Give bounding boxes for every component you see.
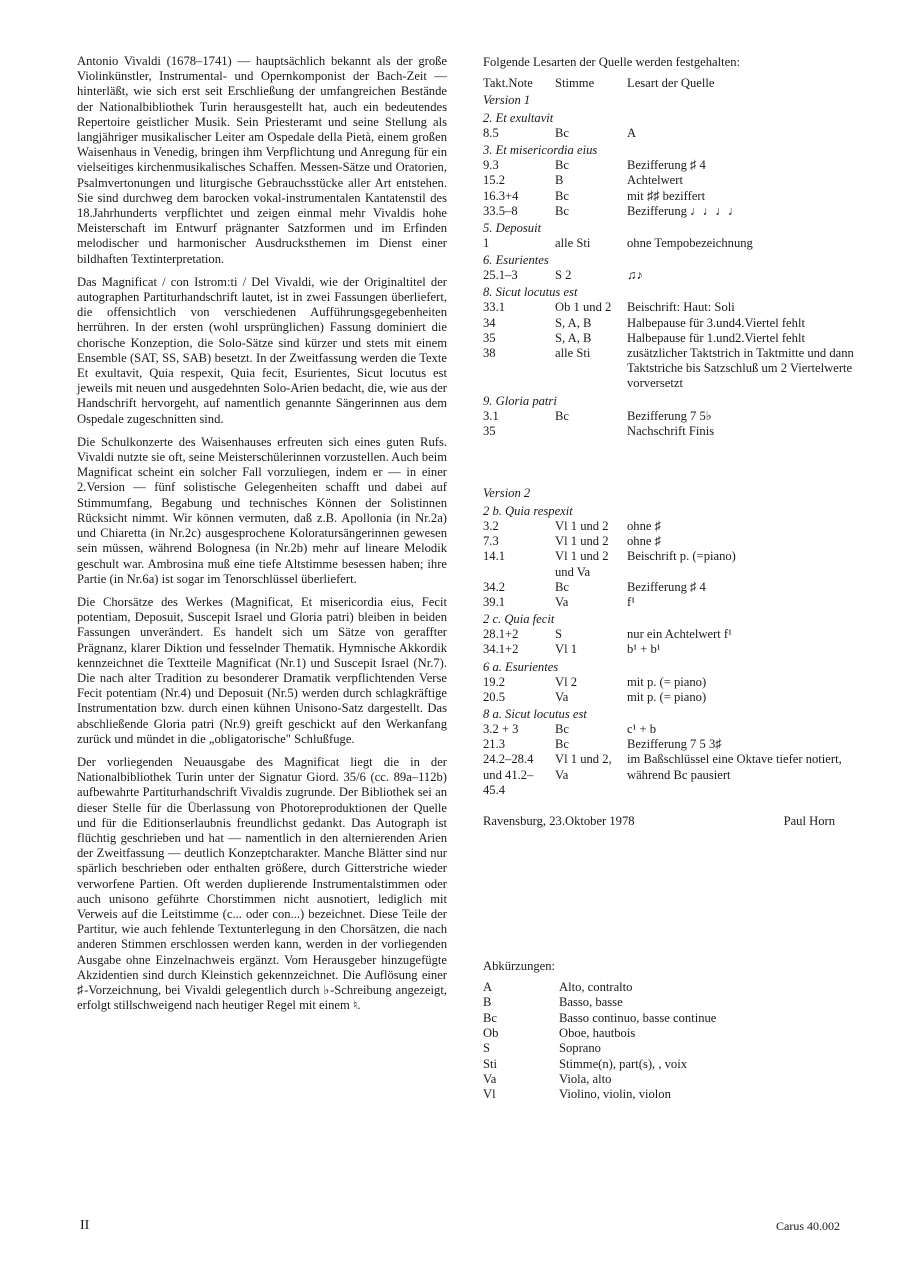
reading-text: Beischrift p. (=piano) — [627, 549, 736, 564]
reading-text: Bezifferung ♯ 4 — [627, 579, 706, 594]
abbreviation-meaning: Soprano — [559, 1041, 601, 1056]
section-title: 6. Esurientes — [483, 253, 549, 268]
reading-row — [483, 690, 858, 705]
reading-bar: 16.3+4 — [483, 188, 519, 203]
reading-text: mit ♯♯ beziffert — [627, 188, 706, 203]
reading-text: im Baßschlüssel eine Oktave tiefer notiert, während Bc pausiert — [627, 752, 842, 782]
abbreviation: Ob — [483, 1025, 499, 1040]
reading-row — [483, 549, 858, 579]
section-title: 8. Sicut locutus est — [483, 285, 578, 300]
reading-bar: 1 — [483, 236, 490, 251]
catalog-number: Carus 40.002 — [776, 1219, 840, 1233]
reading-bar: 33.5–8 — [483, 203, 518, 218]
abbreviation-row — [483, 1011, 858, 1026]
reading-bar: 33.1 — [483, 300, 506, 315]
reading-voice: Bc — [555, 722, 569, 737]
reading-voice: Bc — [555, 579, 569, 594]
section-title: 5. Deposuit — [483, 221, 542, 236]
version-2-list — [483, 504, 858, 798]
reading-text: zusätzlicher Taktstrich in Taktmitte und dann Taktstriche bis Satzschluß um 2 Viertelwerte vorversetzt — [627, 346, 854, 391]
reading-voice: Ob 1 und 2 — [555, 300, 612, 315]
section-title: 6 a. Esurientes — [483, 659, 559, 674]
reading-voice: Vl 1 und 2 und Va — [555, 549, 609, 579]
readings-heading: Folgende Lesarten der Quelle werden festgehalten: — [483, 55, 741, 69]
reading-text: Nachschrift Finis — [627, 423, 715, 438]
reading-bar: 35 — [483, 423, 496, 438]
abbreviation-meaning: Basso, basse — [559, 995, 623, 1010]
reading-text: mit p. (= piano) — [627, 674, 707, 689]
reading-row — [483, 189, 858, 204]
reading-row — [483, 300, 858, 315]
reading-bar: 3.2 — [483, 519, 499, 534]
reading-row — [483, 595, 858, 610]
reading-bar: 38 — [483, 346, 496, 361]
reading-text: ohne ♯ — [627, 534, 661, 549]
reading-bar: 7.3 — [483, 534, 499, 549]
paragraph-choruses: Die Chorsätze des Werkes (Magnificat, Et misericordia eius, Fecit potentiam, Deposuit, Suscepit Israel und Gloria patri) bleiben in beiden Fassungen unverändert. Es handelt sich um Sätze von gerafftеr Prägnanz, klarer Diktion und fesselnder Thematik. Hymnische Akkordik kennzeichnet die Textteile Magnificat (Nr.1) und Suscepit Israel (Nr.7). Die nach alter Tradition zu besonderer Dramatik verpflichtenden Verse Fecit potentiam (Nr.4) und Deposuit (Nr.5) werden durch schlagkräftige Instrumentation bzw. durch einen kühnen Unisono-Satz dargestellt. Das abschließende Gloria patri (Nr.9) greift geschickt auf den Werkanfang zurück und mündet in die „obligatorische" Schlußfuge. — [77, 594, 447, 746]
reading-bar: 24.2–28.4 und 41.2–45.4 — [483, 752, 534, 797]
reading-voice: Va — [555, 689, 569, 704]
section-title: 9. Gloria patri — [483, 393, 557, 408]
reading-bar: 39.1 — [483, 595, 506, 610]
reading-bar: 19.2 — [483, 674, 506, 689]
reading-text: Halbepause für 3.und4.Viertel fehlt — [627, 315, 805, 330]
reading-bar: 25.1–3 — [483, 268, 518, 283]
reading-voice: Vl 1 und 2, Va — [555, 752, 612, 782]
reading-text: ohne ♯ — [627, 519, 661, 534]
reading-row — [483, 331, 858, 346]
reading-row — [483, 204, 858, 219]
abbreviation-row — [483, 1057, 858, 1072]
reading-bar: 14.1 — [483, 549, 506, 564]
abbreviation: A — [483, 980, 493, 995]
reading-voice: alle Sti — [555, 236, 591, 251]
reading-text: Bezifferung ♯ 4 — [627, 158, 706, 173]
reading-row — [483, 236, 858, 251]
abbreviations-list — [483, 980, 858, 1102]
reading-text: Bezifferung 7 5♭ — [627, 408, 712, 423]
version-1-title: Version 1 — [483, 93, 531, 107]
reading-text: ohne Tempobezeichnung — [627, 236, 753, 251]
version-2-title: Version 2 — [483, 486, 531, 501]
version-1-list — [483, 111, 858, 439]
header-voice: Stimme — [555, 76, 595, 90]
reading-voice: Bc — [555, 126, 569, 140]
reading-bar: 34.1+2 — [483, 642, 519, 657]
body-text-column — [77, 54, 447, 1021]
reading-text: A — [627, 126, 637, 140]
reading-bar: 28.1+2 — [483, 627, 519, 642]
reading-voice: Va — [555, 595, 569, 610]
reading-row — [483, 346, 858, 392]
abbreviation: Bc — [483, 1010, 497, 1025]
abbreviation-row — [483, 1041, 858, 1056]
signature — [483, 814, 835, 829]
header-reading: Lesart der Quelle — [627, 76, 715, 90]
reading-row — [483, 126, 858, 141]
reading-voice: Vl 1 — [555, 642, 578, 657]
paragraph-soloists: Die Schulkonzerte des Waisenhauses erfreuten sich eines guten Rufs. Vivaldi nutzte sie oft, seine Meisterschülerinnen vorzustellen. Auch beim Magnificat scheint ein solcher Fall vorzuliegen, indem er — in einer 2.Version — fünf solistische Gelegenheiten schafft und dabei auf Stimmumfang, Begabung und technisches Können der Solistinnen Rücksicht nimmt. Wir können vermuten, daß z.B. Apollonia (in Nr.2a) und Chiaretta (in Nr.2c) ausgesprochene Koloratursängerinnen gewesen sein müssen, während Bolognesa (in Nr.2b) mehr auf lineare Melodik geschult war. Ambrosina muß eine tiefe Altstimme besessen haben; ihre Partie (in Nr.6a) ist sogar im Tenorschlüssel überliefert. — [77, 434, 447, 586]
reading-row — [483, 409, 858, 424]
abbreviation-meaning: Oboe, hautbois — [559, 1025, 636, 1040]
section-title: 2 b. Quia respexit — [483, 504, 573, 519]
reading-bar: 34.2 — [483, 579, 506, 594]
reading-row — [483, 316, 858, 331]
reading-text: mit p. (= piano) — [627, 689, 707, 704]
header-bar: Takt.Note — [483, 76, 533, 90]
section-title: 3. Et misericordia eius — [483, 143, 598, 158]
reading-bar: 8.5 — [483, 126, 499, 140]
reading-text: Halbepause für 1.und2.Viertel fehlt — [627, 330, 805, 345]
reading-row — [483, 268, 858, 283]
reading-bar: 3.2 + 3 — [483, 722, 519, 737]
reading-row — [483, 580, 858, 595]
abbreviation: Sti — [483, 1056, 498, 1071]
reading-voice — [555, 424, 627, 439]
paragraph-intro: Antonio Vivaldi (1678–1741) — hauptsächlich bekannt als der große Violinkünstler, Instrumental- und Opernkomponist der Bach-Zeit — hinterläßt, wie sich erst seit Erschließung der umfangreichen Bestände der Nationalbibliothek Turin herausgestellt hat, auch ein bedeutendes Repertoire geistlicher Musik. Sein Priesteramt und seine Stellung als langjähriger musikalischer Leiter am Ospedale della Pietà, einem großen Waisenhaus in Venedig, bringen ihm Verpflichtung und Anregung für ein vielseitiges kirchenmusikalisches Schaffen. Messen-Sätze und Oratorien, Psalmvertonungen und liturgische Gebrauchsstücke aller Art entstehen. Sie sind durchweg dem barocken vokal-instrumentalen Kantatenstil des 18.Jahrhunderts verpflichtet und zeigen einmal mehr Vivaldis hohe Meisterschaft im Entwurf prägnanter Satzformen und im Erfinden melodischer und harmonischer Ausdrucksthemen im Dienst einer bildhaften Textinterpretation. — [77, 54, 447, 266]
reading-voice: S 2 — [555, 268, 572, 283]
reading-bar: 15.2 — [483, 173, 506, 188]
reading-text: nur ein Achtelwert f¹ — [627, 627, 732, 642]
reading-voice: B — [555, 173, 564, 188]
reading-row — [483, 722, 858, 737]
reading-voice: Bc — [555, 158, 569, 173]
reading-text: f¹ — [627, 595, 635, 610]
reading-text: Achtelwert — [627, 173, 683, 188]
section-title: 2 c. Quia fecit — [483, 612, 555, 627]
reading-text: Bezifferung 7 5 3♯ — [627, 737, 722, 752]
reading-bar: 20.5 — [483, 689, 506, 704]
reading-bar: 21.3 — [483, 737, 506, 752]
reading-row — [483, 534, 858, 549]
paragraph-source: Der vorliegenden Neuausgabe des Magnificat liegt die in der Nationalbibliothek Turin unter der Signatur Giord. 35/6 (cc. 89a–112b) aufbewahrte Partiturhandschrift Vivaldis zugrunde. Der Bibliothek sei an dieser Stelle für die Überlassung von Photoreproduktionen der Quelle und für die Editionserlaubnis freundlichst gedankt. Das Autograph ist flüchtig geschrieben und hat — namentlich in den alternierenden Arien der Zweitfassung — deutlich Konzeptcharakter. Manche Blätter sind nur spärlich beschrieben oder enthalten größere, durch Gitterstriche wieder verworfene Partien. Oft werden duplierende Instrumentalstimmen oder auch unisono geführte Chorstimmen nicht ausnotiert, lediglich mit Verweis auf die Leitstimme (c... oder con...) bezeichnet. Diese Teile der Partitur, wie auch fehlende Textunterlegung in den Chorsätzen, die nach anderen Stimmen erschlossen werden kann, werden in der vorliegenden Ausgabe ohne Einzelnachweis ergänzt. Vom Herausgeber hinzugefügte Akzidentien sind durch Kleinstich gekennzeichnet. Die Auflösung einer ♯-Vorzeichnung, bei Vivaldi gelegentlich durch ♭-Schreibung angezeigt, erfolgt stillschweigend nach heutiger Regel mit einem ♮. — [77, 754, 447, 1013]
abbreviation-row — [483, 980, 858, 995]
abbreviation: Vl — [483, 1087, 496, 1102]
signature-place-date: Ravensburg, 23.Oktober 1978 — [483, 814, 635, 829]
reading-voice: Vl 2 — [555, 674, 578, 689]
reading-voice: S — [555, 627, 563, 642]
reading-bar: 3.1 — [483, 408, 499, 423]
paragraph-versions: Das Magnificat / con Istrom:ti / Del Vivaldi, wie der Originaltitel der autographen Partiturhandschrift lautet, ist in zwei Fassungen überliefert, die offensichtlich von verschiedenen Aufführungsgegebenheiten herrühren. In der ersten (wohl ursprünglichen) Fassung dominiert die chorische Konzeption, die Solo-Sätze sind kürzer und stets mit einem Ensemble (SAT, SS, SAB) besetzt. In der Zweitfassung werden die Texte Et exultavit, Quia respexit, Quia fecit, Esurientes, Sicut locutus est jeweils mit neuen und ausgedehnten Solo-Arien bedacht, die, wie aus der Handschrift hervorgeht, auf namentlich genannte Sängerinnen aus dem Ospedale zugeschnitten sind. — [77, 274, 447, 426]
reading-voice: Bc — [555, 188, 569, 203]
reading-voice: Vl 1 und 2 — [555, 534, 609, 549]
reading-bar: 35 — [483, 330, 496, 345]
reading-text: ♫♪ — [627, 268, 643, 283]
abbreviation: Va — [483, 1071, 497, 1086]
reading-bar: 34 — [483, 315, 496, 330]
reading-row — [483, 173, 858, 188]
abbreviation-meaning: Basso continuo, basse continue — [559, 1010, 717, 1025]
reading-bar: 9.3 — [483, 158, 499, 173]
signature-name: Paul Horn — [783, 814, 835, 829]
abbreviations-heading: Abkürzungen: — [483, 959, 556, 974]
reading-row — [483, 158, 858, 173]
abbreviation-row — [483, 1026, 858, 1041]
reading-row — [483, 424, 858, 439]
reading-voice: Bc — [555, 737, 569, 752]
reading-row — [483, 519, 858, 534]
abbreviation-row — [483, 1072, 858, 1087]
reading-row — [483, 675, 858, 690]
readings-column — [483, 54, 858, 1102]
page-number: II — [80, 1218, 90, 1233]
abbreviation-meaning: Viola, alto — [559, 1071, 612, 1086]
reading-row — [483, 737, 858, 752]
section-title: 8 a. Sicut locutus est — [483, 707, 587, 722]
reading-row — [483, 752, 858, 798]
abbreviation-row — [483, 995, 858, 1010]
reading-text: b¹ + b¹ — [627, 642, 661, 657]
abbreviation-meaning: Stimme(n), part(s), , voix — [559, 1056, 688, 1071]
table-header — [483, 75, 858, 92]
reading-row — [483, 642, 858, 657]
abbreviation-meaning: Alto, contralto — [559, 980, 633, 995]
reading-voice: Bc — [555, 408, 569, 423]
reading-voice: S, A, B — [555, 330, 592, 345]
reading-voice: Bc — [555, 203, 569, 218]
reading-row — [483, 627, 858, 642]
reading-voice: alle Sti — [555, 346, 591, 361]
abbreviation: S — [483, 1041, 491, 1056]
abbreviation-meaning: Violino, violin, violon — [559, 1087, 671, 1102]
reading-voice: Vl 1 und 2 — [555, 519, 609, 534]
section-title: 2. Et exultavit — [483, 111, 554, 125]
reading-text: Beischrift: Haut: Soli — [627, 300, 735, 315]
abbreviation: B — [483, 995, 492, 1010]
reading-text: Bezifferung ♩♩♩♩ — [627, 203, 741, 218]
reading-voice: S, A, B — [555, 315, 592, 330]
abbreviation-row — [483, 1087, 858, 1102]
reading-text: c¹ + b — [627, 722, 657, 737]
